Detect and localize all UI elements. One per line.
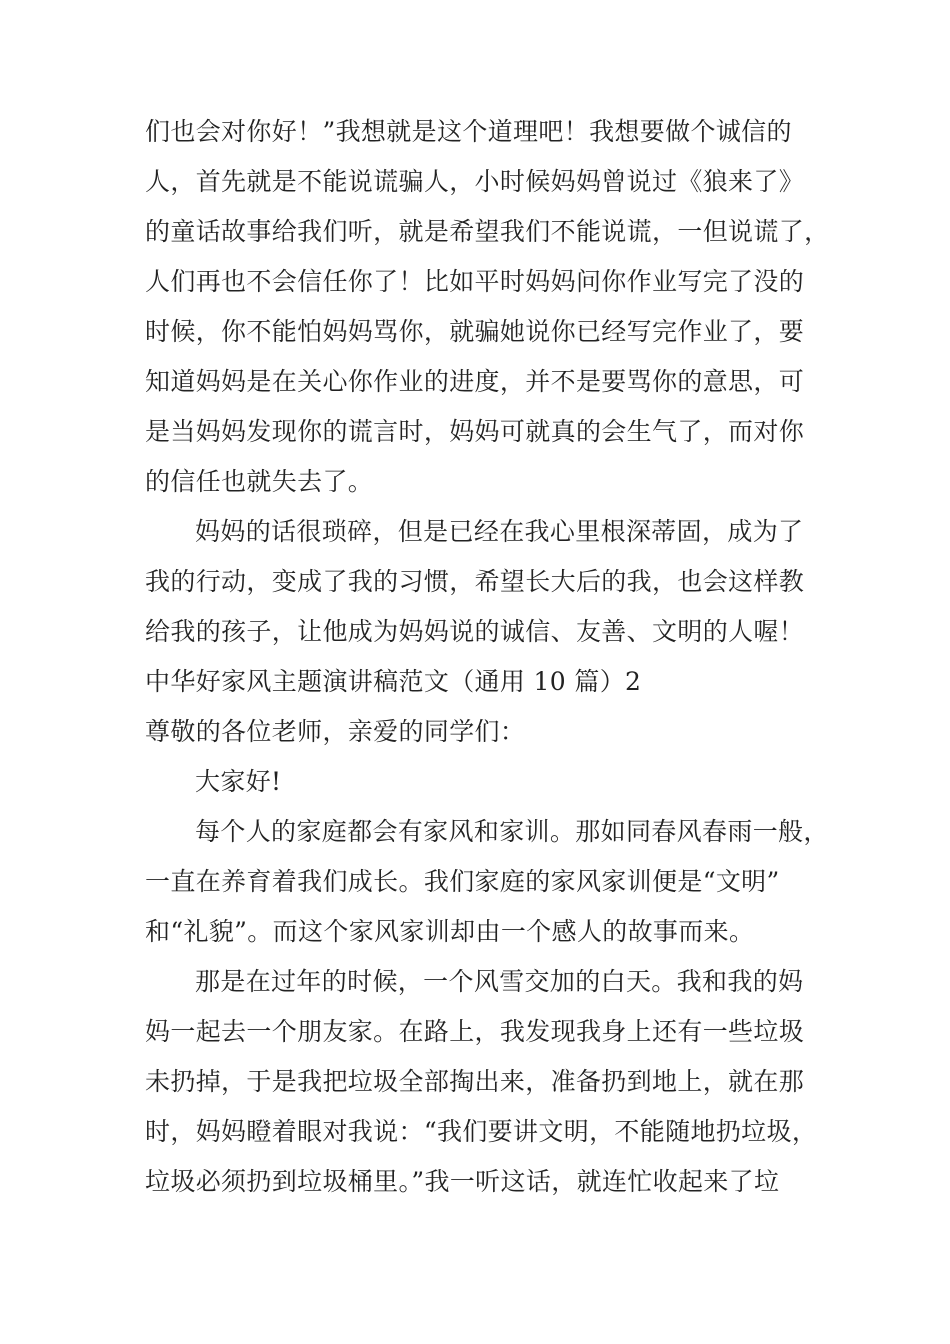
text-line: 每个人的家庭都会有家风和家训。那如同春风春雨一般， <box>195 817 829 846</box>
text-line: 那是在过年的时候，一个风雪交加的白天。我和我的妈 <box>195 967 804 996</box>
text-line: 的信任也就失去了。 <box>145 467 374 496</box>
text-line: 时候，你不能怕妈妈骂你，就骗她说你已经写完作业了，要 <box>145 317 805 346</box>
text-line: 给我的孩子，让他成为妈妈说的诚信、友善、文明的人喔！ <box>145 617 805 646</box>
greeting: 大家好! <box>195 767 282 796</box>
text-line: 人们再也不会信任你了！比如平时妈妈问你作业写完了没的 <box>145 267 805 296</box>
text-line: 们也会对你好！”我想就是这个道理吧！我想要做个诚信的 <box>145 117 792 146</box>
text-line: 垃圾必须扔到垃圾桶里。”我一听这话，就连忙收起来了垃 <box>145 1167 780 1196</box>
text-line: 人，首先就是不能说谎骗人，小时候妈妈曾说过《狼来了》 <box>145 167 805 196</box>
text-line: 一直在养育着我们成长。我们家庭的家风家训便是“文明” <box>145 867 780 896</box>
text-line: 妈妈的话很琐碎，但是已经在我心里根深蒂固，成为了 <box>195 517 804 546</box>
text-line: 未扔掉，于是我把垃圾全部掏出来，准备扔到地上，就在那 <box>145 1067 805 1096</box>
text-line: 妈一起去一个朋友家。在路上，我发现我身上还有一些垃圾 <box>145 1017 805 1046</box>
text-line: 知道妈妈是在关心你作业的进度，并不是要骂你的意思，可 <box>145 367 805 396</box>
salutation: 尊敬的各位老师，亲爱的同学们： <box>145 717 526 746</box>
text-line: 的童话故事给我们听，就是希望我们不能说谎，一但说谎了， <box>145 217 830 246</box>
text-line: 时，妈妈瞪着眼对我说：“我们要讲文明，不能随地扔垃圾， <box>145 1117 818 1146</box>
text-line: 是当妈妈发现你的谎言时，妈妈可就真的会生气了，而对你 <box>145 417 805 446</box>
section-heading: 中华好家风主题演讲稿范文（通用 10 篇）2 <box>145 667 642 696</box>
text-line: 我的行动，变成了我的习惯，希望长大后的我，也会这样教 <box>145 567 805 596</box>
text-line: 和“礼貌”。而这个家风家训却由一个感人的故事而来。 <box>145 917 755 946</box>
